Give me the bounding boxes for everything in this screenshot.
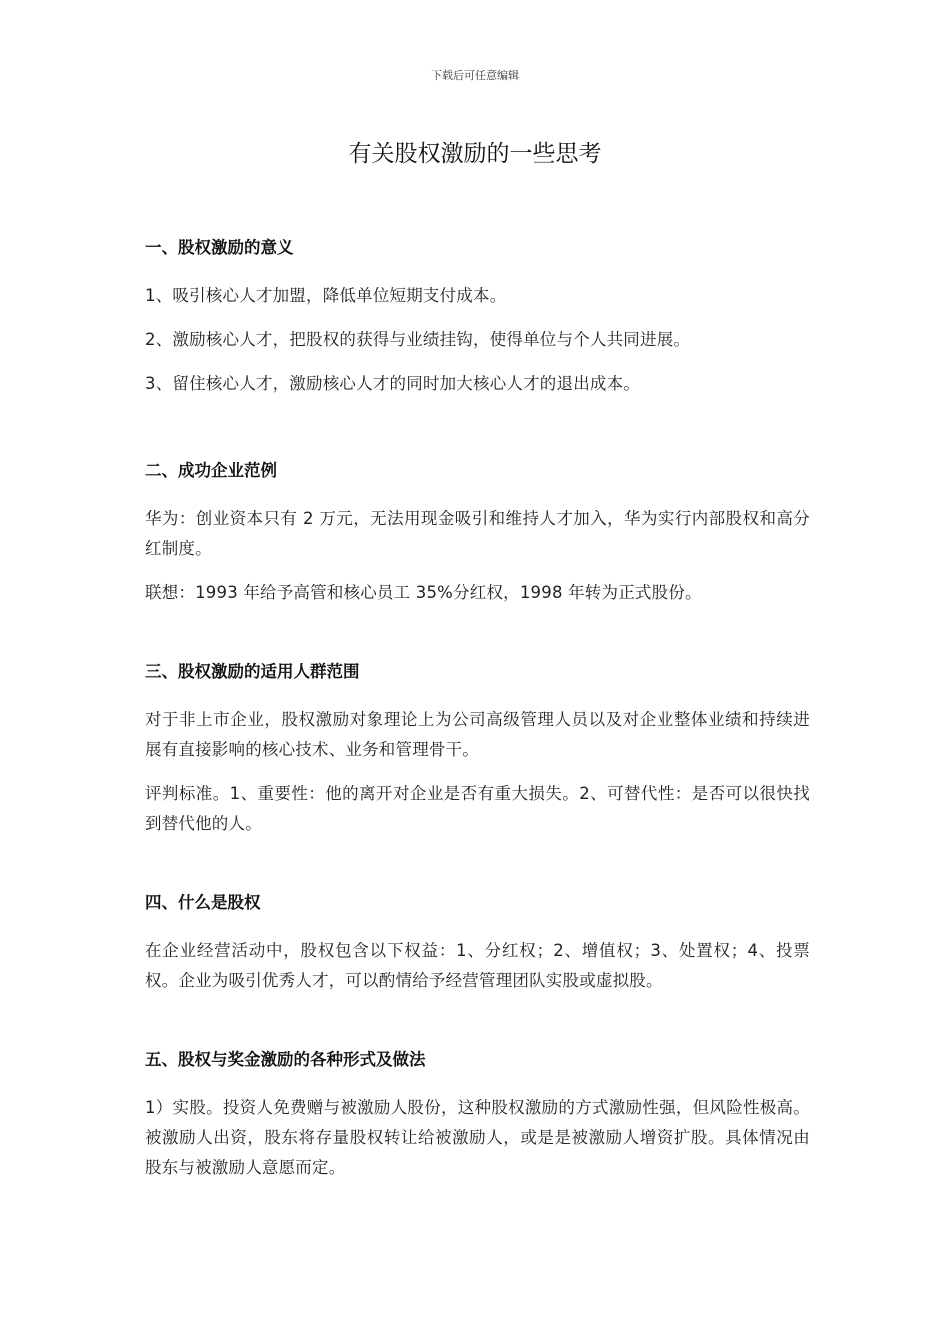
paragraph: 在企业经营活动中，股权包含以下权益：1、分红权；2、增值权；3、处置权；4、投票权。企业为吸引优秀人才，可以酌情给予经营管理团队实股或虚拟股。 [145, 941, 810, 990]
paragraph: 联想：1993 年给予高管和核心员工 35%分红权，1998 年转为正式股份。 [145, 583, 702, 602]
section-examples [145, 459, 810, 608]
paragraph: 3、留住核心人才，激励核心人才的同时加大核心人才的退出成本。 [145, 374, 640, 393]
document-title: 有关股权激励的一些思考 [348, 141, 602, 167]
header-note: 下载后可任意编辑 [431, 69, 519, 82]
paragraph: 1）实股。投资人免费赠与被激励人股份，这种股权激励的方式激励性强，但风险性极高。被激励人出资，股东将存量股权转让给被激励人，或是是被激励人增资扩股。具体情况由股东与被激励人意愿而定。 [145, 1098, 810, 1177]
paragraph: 2、激励核心人才，把股权的获得与业绩挂钩，使得单位与个人共同进展。 [145, 330, 691, 349]
document-body [145, 236, 810, 1197]
section-heading: 五、股权与奖金激励的各种形式及做法 [145, 1050, 426, 1069]
section-significance [145, 236, 810, 399]
section-heading: 二、成功企业范例 [145, 461, 277, 480]
section-heading: 一、股权激励的意义 [145, 238, 294, 257]
paragraph: 华为：创业资本只有 2 万元，无法用现金吸引和维持人才加入，华为实行内部股权和高分红制度。 [145, 509, 810, 558]
paragraph: 1、吸引核心人才加盟，降低单位短期支付成本。 [145, 286, 507, 305]
section-what-is-equity [145, 891, 810, 996]
section-applicable-scope [145, 660, 810, 839]
section-heading: 三、股权激励的适用人群范围 [145, 662, 360, 681]
paragraph: 对于非上市企业，股权激励对象理论上为公司高级管理人员以及对企业整体业绩和持续进展有直接影响的核心技术、业务和管理骨干。 [145, 710, 810, 759]
section-heading: 四、什么是股权 [145, 893, 261, 912]
section-forms-and-methods [145, 1048, 810, 1183]
paragraph: 评判标准。1、重要性：他的离开对企业是否有重大损失。2、可替代性：是否可以很快找到替代他的人。 [145, 784, 810, 833]
